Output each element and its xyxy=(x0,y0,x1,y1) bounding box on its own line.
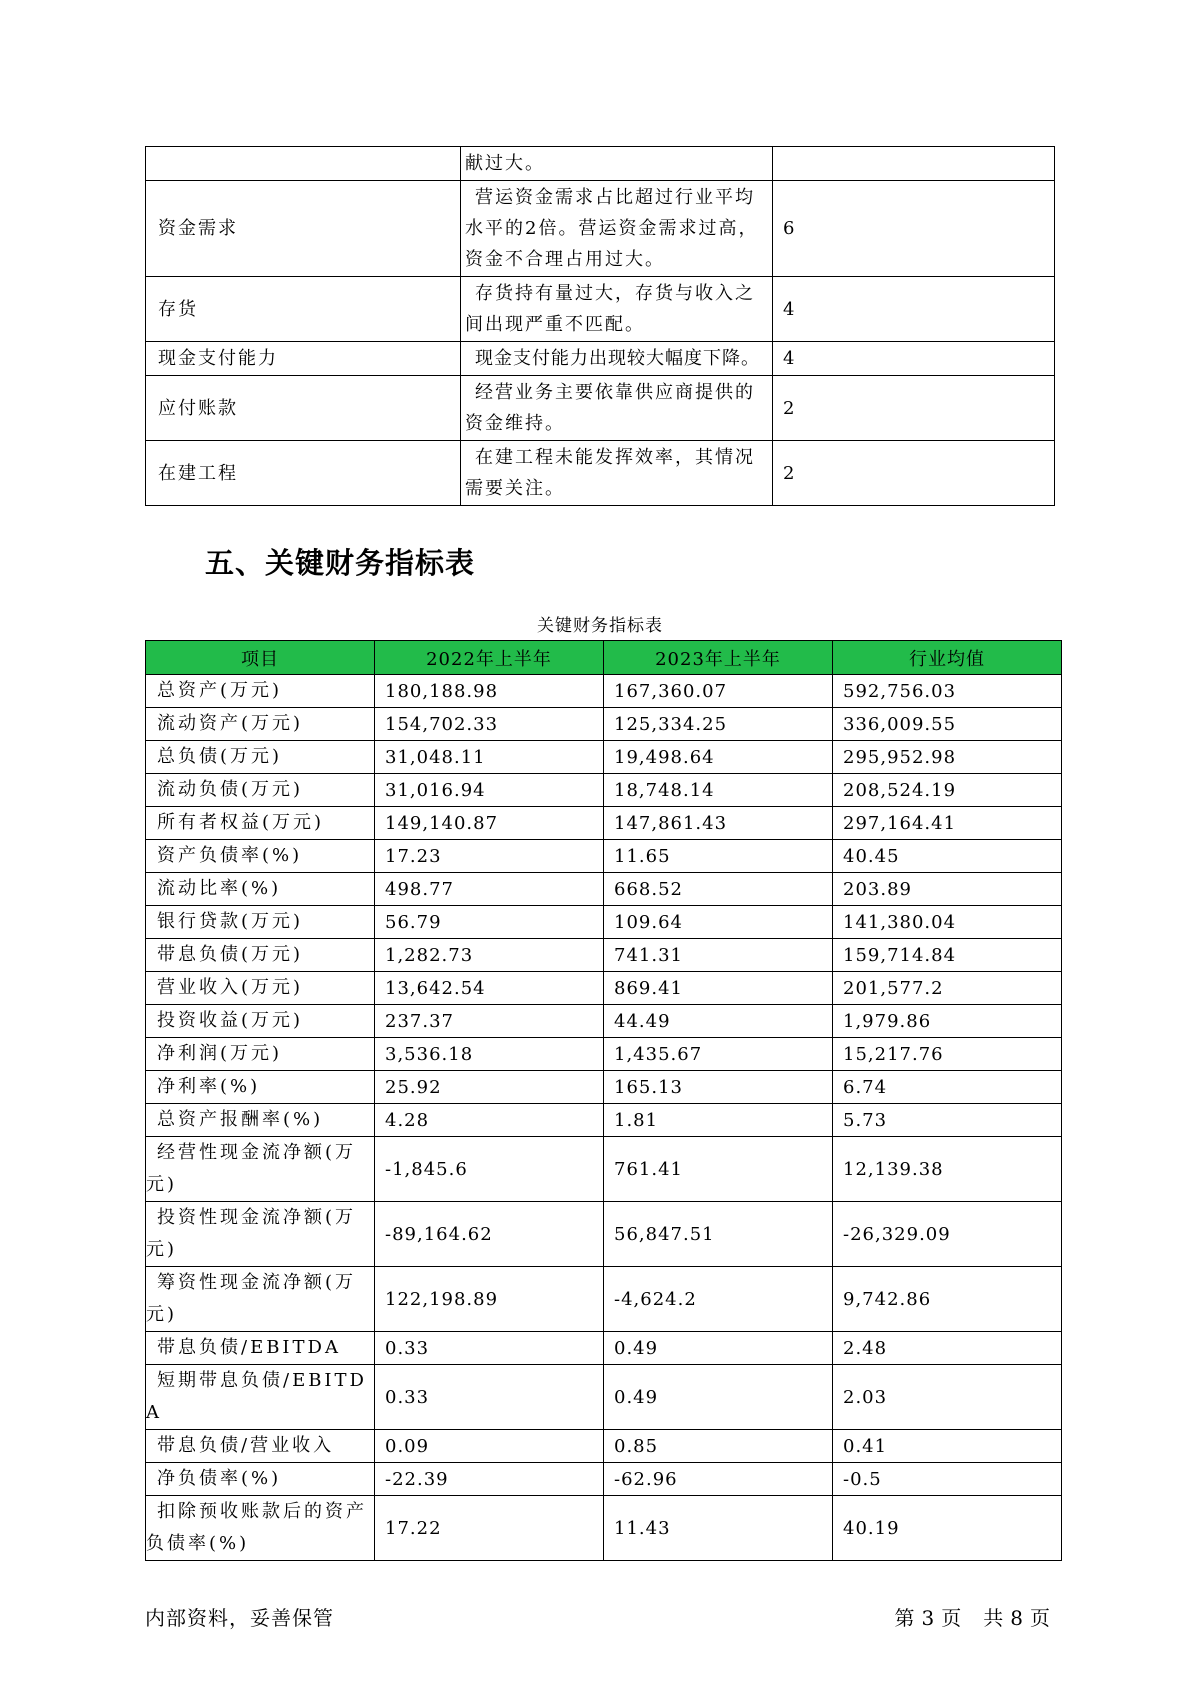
value-industry-avg: -0.5 xyxy=(833,1463,1062,1496)
row-label: 净利润(万元) xyxy=(146,1038,375,1071)
value-industry-avg: 5.73 xyxy=(833,1104,1062,1137)
value-industry-avg: 592,756.03 xyxy=(833,675,1062,708)
risk-description: 经营业务主要依靠供应商提供的资金维持。 xyxy=(461,376,773,441)
value-industry-avg: 141,380.04 xyxy=(833,906,1062,939)
row-label: 投资收益(万元) xyxy=(146,1005,375,1038)
financial-table-body xyxy=(146,675,1062,1561)
row-label: 资产负债率(%) xyxy=(146,840,375,873)
table-row xyxy=(146,1005,1062,1038)
risk-row xyxy=(146,376,1055,441)
risk-score: 6 xyxy=(773,181,1055,277)
row-label: 短期带息负债/EBITDA xyxy=(146,1365,375,1430)
table-row xyxy=(146,939,1062,972)
value-2023h1: 18,748.14 xyxy=(604,774,833,807)
page-prefix: 第 xyxy=(894,1606,916,1630)
value-2022h1: 0.09 xyxy=(375,1430,604,1463)
page-total: 8 xyxy=(1010,1606,1024,1630)
value-2023h1: 56,847.51 xyxy=(604,1202,833,1267)
row-label: 流动比率(%) xyxy=(146,873,375,906)
table-row xyxy=(146,1104,1062,1137)
risk-item: 现金支付能力 xyxy=(146,342,461,376)
value-industry-avg: 208,524.19 xyxy=(833,774,1062,807)
header-item: 项目 xyxy=(146,641,375,675)
row-label: 带息负债/EBITDA xyxy=(146,1332,375,1365)
risk-table xyxy=(145,146,1055,506)
value-2023h1: 109.64 xyxy=(604,906,833,939)
value-2023h1: -4,624.2 xyxy=(604,1267,833,1332)
risk-item: 应付账款 xyxy=(146,376,461,441)
value-2022h1: 25.92 xyxy=(375,1071,604,1104)
table-row xyxy=(146,1038,1062,1071)
value-2023h1: 1,435.67 xyxy=(604,1038,833,1071)
row-label: 筹资性现金流净额(万元) xyxy=(146,1267,375,1332)
value-2022h1: 4.28 xyxy=(375,1104,604,1137)
value-2022h1: -22.39 xyxy=(375,1463,604,1496)
value-industry-avg: 295,952.98 xyxy=(833,741,1062,774)
value-2023h1: -62.96 xyxy=(604,1463,833,1496)
risk-row xyxy=(146,277,1055,342)
row-label: 扣除预收账款后的资产负债率(%) xyxy=(146,1496,375,1561)
table-row xyxy=(146,774,1062,807)
value-2023h1: 165.13 xyxy=(604,1071,833,1104)
risk-description: 现金支付能力出现较大幅度下降。 xyxy=(461,342,773,376)
footer-confidential-note: 内部资料，妥善保管 xyxy=(145,1606,334,1630)
value-2023h1: 44.49 xyxy=(604,1005,833,1038)
risk-score: 4 xyxy=(773,277,1055,342)
value-2022h1: 17.23 xyxy=(375,840,604,873)
table-row xyxy=(146,1137,1062,1202)
value-2023h1: 0.49 xyxy=(604,1332,833,1365)
value-2023h1: 125,334.25 xyxy=(604,708,833,741)
value-2022h1: 3,536.18 xyxy=(375,1038,604,1071)
row-label: 营业收入(万元) xyxy=(146,972,375,1005)
value-industry-avg: 159,714.84 xyxy=(833,939,1062,972)
value-2023h1: 0.49 xyxy=(604,1365,833,1430)
value-industry-avg: 12,139.38 xyxy=(833,1137,1062,1202)
section-heading: 五、关键财务指标表 xyxy=(205,546,476,580)
value-2022h1: -1,845.6 xyxy=(375,1137,604,1202)
risk-item: 存货 xyxy=(146,277,461,342)
row-label: 投资性现金流净额(万元) xyxy=(146,1202,375,1267)
value-2022h1: 31,048.11 xyxy=(375,741,604,774)
table-row xyxy=(146,741,1062,774)
value-industry-avg: -26,329.09 xyxy=(833,1202,1062,1267)
table-row xyxy=(146,1463,1062,1496)
risk-score: 2 xyxy=(773,376,1055,441)
risk-item: 资金需求 xyxy=(146,181,461,277)
header-industry-avg: 行业均值 xyxy=(833,641,1062,675)
row-label: 流动资产(万元) xyxy=(146,708,375,741)
risk-row xyxy=(146,441,1055,506)
value-industry-avg: 2.48 xyxy=(833,1332,1062,1365)
table-row xyxy=(146,840,1062,873)
table-row xyxy=(146,1332,1062,1365)
financial-indicators-table xyxy=(145,640,1062,1561)
value-2023h1: 167,360.07 xyxy=(604,675,833,708)
table-row xyxy=(146,972,1062,1005)
value-industry-avg: 0.41 xyxy=(833,1430,1062,1463)
value-2022h1: 0.33 xyxy=(375,1332,604,1365)
value-2022h1: 56.79 xyxy=(375,906,604,939)
row-label: 带息负债/营业收入 xyxy=(146,1430,375,1463)
value-industry-avg: 9,742.86 xyxy=(833,1267,1062,1332)
value-2023h1: 1.81 xyxy=(604,1104,833,1137)
table-header-row xyxy=(146,641,1062,675)
value-2023h1: 11.65 xyxy=(604,840,833,873)
risk-description: 存货持有量过大，存货与收入之间出现严重不匹配。 xyxy=(461,277,773,342)
value-industry-avg: 40.19 xyxy=(833,1496,1062,1561)
value-2022h1: 498.77 xyxy=(375,873,604,906)
value-2022h1: 1,282.73 xyxy=(375,939,604,972)
value-2022h1: 31,016.94 xyxy=(375,774,604,807)
table-row xyxy=(146,873,1062,906)
value-industry-avg: 1,979.86 xyxy=(833,1005,1062,1038)
table-row xyxy=(146,1071,1062,1104)
value-2023h1: 0.85 xyxy=(604,1430,833,1463)
risk-row xyxy=(146,147,1055,181)
value-2023h1: 668.52 xyxy=(604,873,833,906)
header-2022h1: 2022年上半年 xyxy=(375,641,604,675)
header-2023h1: 2023年上半年 xyxy=(604,641,833,675)
row-label: 总负债(万元) xyxy=(146,741,375,774)
value-2023h1: 11.43 xyxy=(604,1496,833,1561)
value-industry-avg: 15,217.76 xyxy=(833,1038,1062,1071)
value-industry-avg: 40.45 xyxy=(833,840,1062,873)
value-2023h1: 869.41 xyxy=(604,972,833,1005)
risk-item: 在建工程 xyxy=(146,441,461,506)
risk-row xyxy=(146,342,1055,376)
value-industry-avg: 201,577.2 xyxy=(833,972,1062,1005)
row-label: 净负债率(%) xyxy=(146,1463,375,1496)
table-row xyxy=(146,675,1062,708)
value-2022h1: -89,164.62 xyxy=(375,1202,604,1267)
row-label: 总资产(万元) xyxy=(146,675,375,708)
page-current: 3 xyxy=(921,1606,936,1630)
risk-score xyxy=(773,147,1055,181)
value-2023h1: 741.31 xyxy=(604,939,833,972)
row-label: 净利率(%) xyxy=(146,1071,375,1104)
value-2023h1: 19,498.64 xyxy=(604,741,833,774)
value-2022h1: 154,702.33 xyxy=(375,708,604,741)
table-caption: 关键财务指标表 xyxy=(537,616,663,636)
table-row xyxy=(146,807,1062,840)
page-suffix: 页 xyxy=(1030,1606,1051,1630)
value-industry-avg: 203.89 xyxy=(833,873,1062,906)
table-row xyxy=(146,708,1062,741)
value-industry-avg: 336,009.55 xyxy=(833,708,1062,741)
risk-score: 2 xyxy=(773,441,1055,506)
table-row xyxy=(146,1496,1062,1561)
risk-description: 在建工程未能发挥效率，其情况需要关注。 xyxy=(461,441,773,506)
value-industry-avg: 297,164.41 xyxy=(833,807,1062,840)
row-label: 经营性现金流净额(万元) xyxy=(146,1137,375,1202)
risk-description: 营运资金需求占比超过行业平均水平的2倍。营运资金需求过高，资金不合理占用过大。 xyxy=(461,181,773,277)
value-2022h1: 237.37 xyxy=(375,1005,604,1038)
row-label: 银行贷款(万元) xyxy=(146,906,375,939)
page-middle: 页 共 xyxy=(941,1606,1005,1630)
footer-page-number xyxy=(892,1602,1054,1631)
value-2023h1: 761.41 xyxy=(604,1137,833,1202)
value-2022h1: 0.33 xyxy=(375,1365,604,1430)
table-row xyxy=(146,1202,1062,1267)
table-row xyxy=(146,906,1062,939)
row-label: 总资产报酬率(%) xyxy=(146,1104,375,1137)
table-row xyxy=(146,1267,1062,1332)
value-2023h1: 147,861.43 xyxy=(604,807,833,840)
risk-item xyxy=(146,147,461,181)
value-2022h1: 149,140.87 xyxy=(375,807,604,840)
risk-row xyxy=(146,181,1055,277)
risk-score: 4 xyxy=(773,342,1055,376)
value-industry-avg: 6.74 xyxy=(833,1071,1062,1104)
table-row xyxy=(146,1430,1062,1463)
value-2022h1: 17.22 xyxy=(375,1496,604,1561)
value-2022h1: 122,198.89 xyxy=(375,1267,604,1332)
row-label: 所有者权益(万元) xyxy=(146,807,375,840)
value-industry-avg: 2.03 xyxy=(833,1365,1062,1430)
table-row xyxy=(146,1365,1062,1430)
risk-description: 献过大。 xyxy=(461,147,773,181)
value-2022h1: 13,642.54 xyxy=(375,972,604,1005)
value-2022h1: 180,188.98 xyxy=(375,675,604,708)
row-label: 流动负债(万元) xyxy=(146,774,375,807)
row-label: 带息负债(万元) xyxy=(146,939,375,972)
